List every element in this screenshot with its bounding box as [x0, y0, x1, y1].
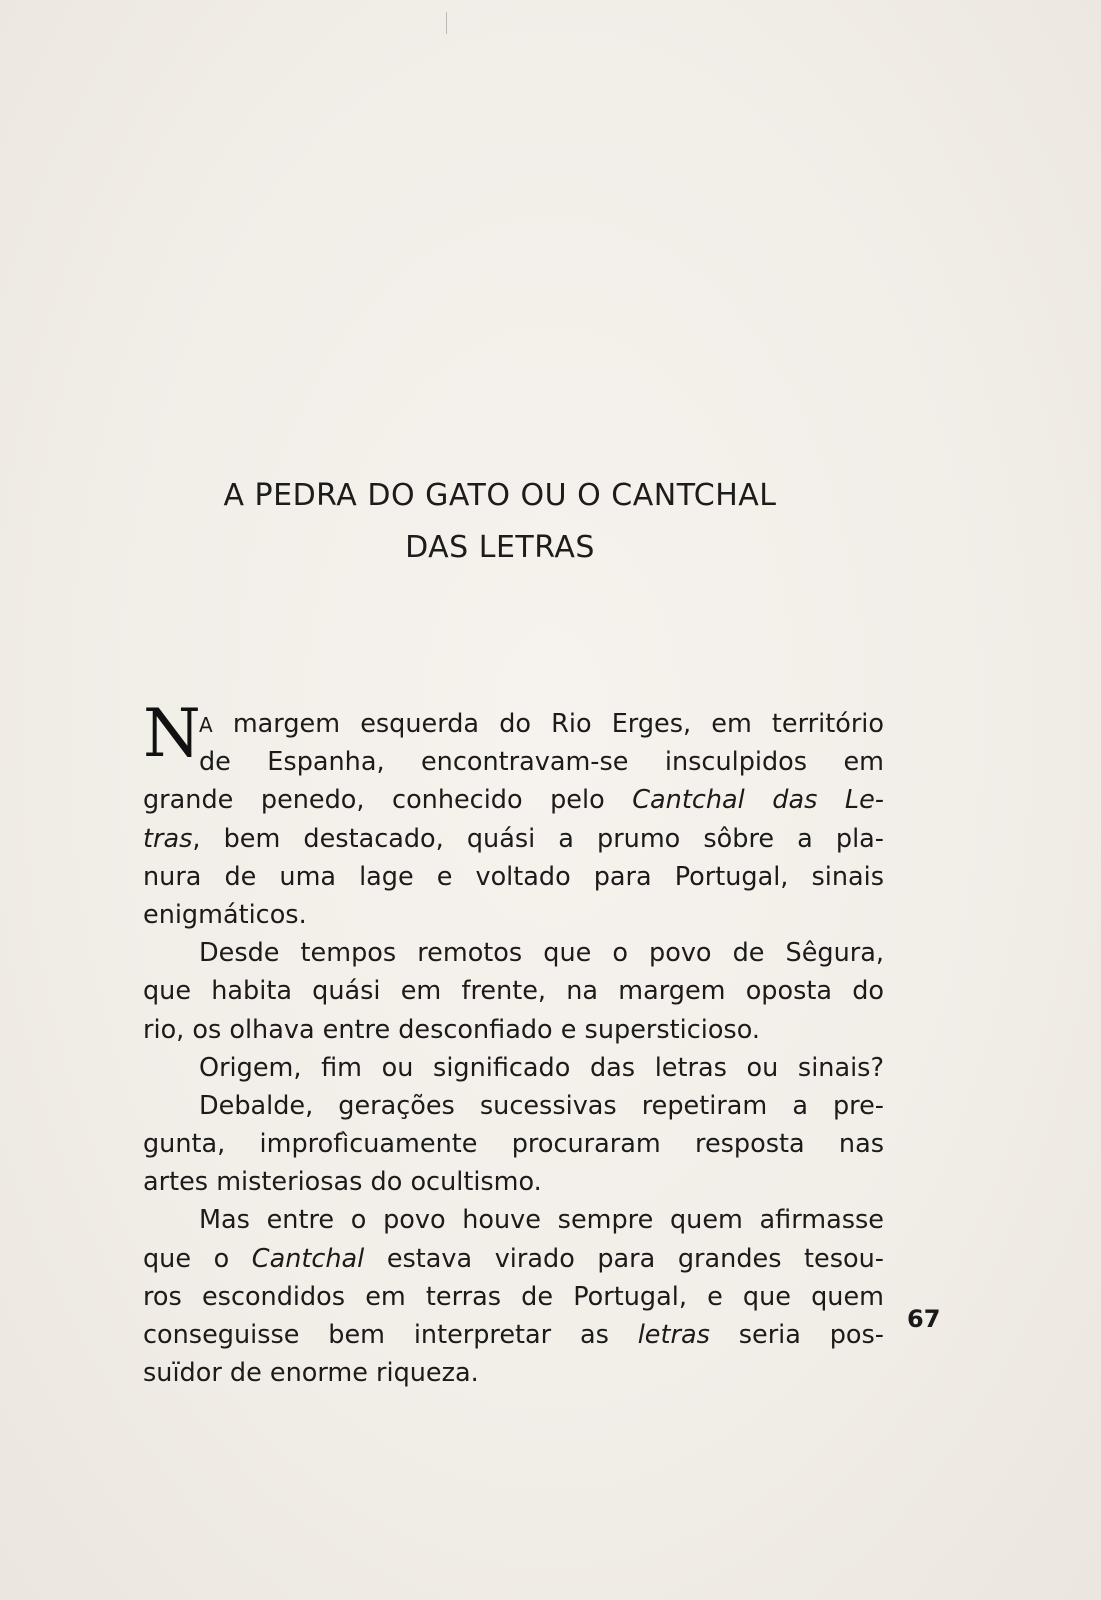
paragraph-3: [143, 1049, 884, 1202]
paragraph-4: [143, 1201, 884, 1392]
text-line: Mas entre o povo houve sempre quem afirmasse: [199, 1205, 884, 1236]
chapter-title-line-1: A PEDRA DO GATO OU O CANTCHAL: [223, 478, 777, 513]
text-segment: grande penedo, conhecido pelo: [143, 785, 633, 816]
italic-segment: Cantchal: [251, 1243, 365, 1274]
text-line: nura de uma lage e voltado para Portugal, sinais: [143, 861, 884, 892]
text-segment: seria pos-: [709, 1320, 884, 1350]
text-segment: , bem destacado, quási a prumo sôbre a pla-: [192, 823, 884, 854]
text-segment: que o: [143, 1243, 252, 1274]
text-segment: conseguisse bem interpretar as: [143, 1320, 638, 1350]
text-line: Desde tempos remotos que o povo de Sêgura,: [199, 938, 884, 969]
text-line: enigmáticos.: [143, 899, 307, 930]
text-segment: margem esquerda do Rio Erges, em território: [212, 709, 884, 739]
page-crease-mark: [446, 12, 447, 34]
text-line: [143, 820, 884, 858]
paragraph-1: [143, 695, 885, 934]
text-line: suïdor de enorme riqueza.: [143, 1358, 479, 1389]
italic-segment: Cantchal das Le-: [632, 785, 885, 816]
drop-cap: N: [143, 695, 201, 772]
text-line: artes misteriosas do ocultismo.: [143, 1167, 542, 1198]
text-line: [143, 1240, 884, 1278]
text-line: ros escondidos em terras de Portugal, e que quem: [143, 1281, 884, 1312]
body-text: [143, 695, 885, 1392]
text-line: de Espanha, encontravam-se insculpidos em: [199, 747, 884, 778]
chapter-title-line-2: DAS LETRAS: [405, 530, 595, 565]
text-line: Debalde, gerações sucessivas repetiram a pre-: [199, 1090, 884, 1121]
text-line: [143, 781, 884, 819]
text-line: [143, 1316, 884, 1354]
text-line: [143, 705, 884, 743]
text-line: gunta, improfìcuamente procuraram resposta nas: [143, 1129, 884, 1160]
text-line: que habita quási em frente, na margem oposta do: [143, 976, 884, 1007]
paragraph-2: [143, 934, 884, 1049]
italic-segment: letras: [637, 1320, 710, 1350]
italic-segment: tras: [143, 823, 193, 854]
small-caps-letter: A: [199, 713, 213, 737]
page-number: 67: [907, 1305, 941, 1333]
text-segment: estava virado para grandes tesou-: [364, 1243, 884, 1274]
text-line: Origem, fim ou significado das letras ou sinais?: [199, 1052, 884, 1083]
text-line: rio, os olhava entre desconfiado e supersticioso.: [143, 1014, 760, 1045]
